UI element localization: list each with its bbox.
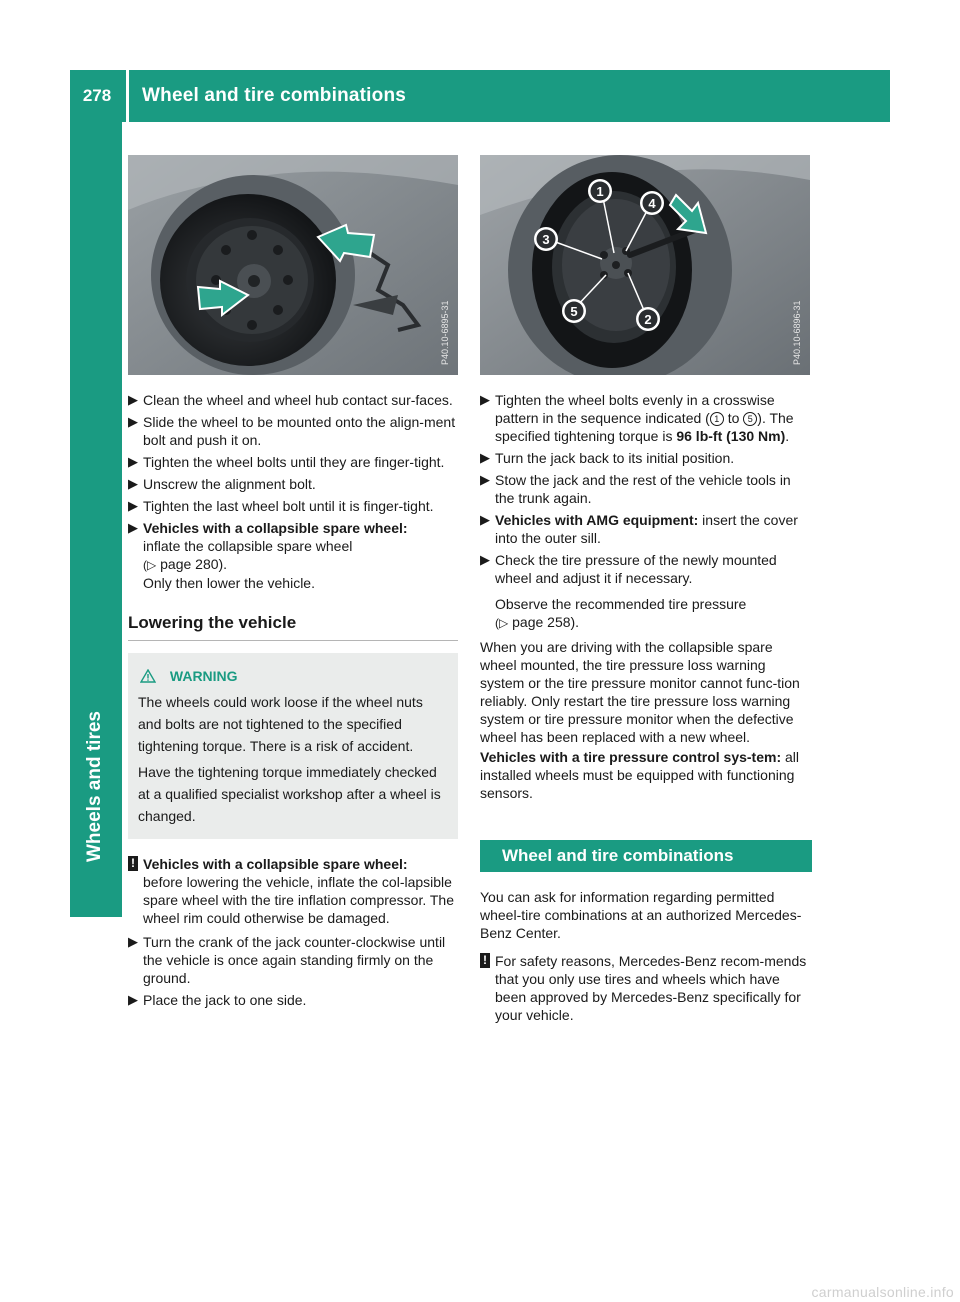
section-heading-combinations: Wheel and tire combinations [480, 840, 812, 872]
figure-bolt-sequence [480, 155, 810, 375]
bolt-label-4: 4 [648, 196, 656, 211]
circled-number-5: 5 [743, 412, 757, 426]
page-header [70, 70, 890, 122]
pressure-control-paragraph: Vehicles with a tire pressure control sys-tem: all installed wheels must be equipped with functioning sensors. [480, 749, 800, 801]
page-ref-arrow: (▷ [143, 558, 157, 572]
step-arrow-icon: ▶ [128, 498, 138, 513]
step-arrow-icon: ▶ [128, 414, 138, 429]
step-place-jack: ▶ Place the jack to one side. [128, 992, 307, 1008]
figure-code: P40.10-6896-31 [792, 300, 802, 365]
safety-note: ! For safety reasons, Mercedes-Benz recom-mends that you only use tires and wheels which have been approved by Mercedes-Benz specifically for your vehicle. [480, 952, 812, 1024]
bolt-label-5: 5 [570, 304, 578, 319]
header-divider [126, 70, 129, 122]
step-arrow-icon: ▶ [128, 934, 138, 949]
torque-value: 96 lb-ft (130 Nm) [676, 428, 786, 444]
warning-text: The wheels could work loose if the wheel nuts and bolts are not tightened to the specified tightening torque. There is a risk of accident. [138, 694, 423, 754]
step-arrow-icon: ▶ [128, 392, 138, 407]
chapter-label-text: Wheels and tires [84, 711, 105, 862]
figure-wheel-mounting [128, 155, 458, 375]
exclamation-icon: ! [128, 856, 138, 871]
step-arrow-icon: ▶ [480, 450, 490, 465]
bolt-label-3: 3 [542, 232, 550, 247]
collapsible-spare-paragraph: When you are driving with the collapsible spare wheel mounted, the tire pressure loss warning system or the tire pressure monitor cannot func-tion reliably. Only restart the tire pressure loss warning system or tire pressure monitor when the defective wheel has been replaced with a new wheel. [480, 639, 800, 745]
page-ref-link[interactable]: page 280). [160, 556, 228, 572]
mounting-steps [128, 391, 458, 592]
step-unscrew: ▶ Unscrew the alignment bolt. [128, 476, 316, 492]
page-title: Wheel and tire combinations [142, 85, 407, 106]
combinations-paragraph: You can ask for information regarding permitted wheel-tire combinations at an authorized Mercedes-Benz Center. [480, 889, 802, 941]
page-ref-link[interactable]: page 258). [512, 614, 580, 630]
step-clean: ▶ Clean the wheel and wheel hub contact sur-faces. [128, 392, 453, 408]
step-arrow-icon: ▶ [128, 520, 138, 535]
step-arrow-icon: ▶ [480, 472, 490, 487]
circled-number-1: 1 [710, 412, 724, 426]
damage-note: ! Vehicles with a collapsible spare wheel: before lowering the vehicle, inflate the col-lapsible spare wheel with the tire inflation compressor. The wheel rim could otherwise be damaged. [128, 855, 458, 927]
warning-title: WARNING [169, 668, 238, 684]
left-column [128, 155, 458, 1013]
warning-triangle-icon [140, 669, 156, 683]
bolt-label-2: 2 [644, 312, 652, 327]
step-collapsible: ▶ Vehicles with a collapsible spare wheel: inflate the collapsible spare wheel (▷ page 280). Only then lower the vehicle. [128, 520, 408, 591]
section-heading-lowering: Lowering the vehicle [128, 614, 458, 641]
bolt-label-1: 1 [596, 184, 604, 199]
watermark: carmanualsonline.info [811, 1284, 954, 1300]
page-ref-arrow: (▷ [495, 616, 509, 630]
step-arrow-icon: ▶ [480, 552, 490, 567]
wheel-mounting-illustration [128, 155, 458, 375]
step-turn-crank: ▶ Turn the crank of the jack counter-clockwise until the vehicle is once again standing firmly on the ground. [128, 934, 446, 986]
step-turn-jack-back: ▶ Turn the jack back to its initial position. [480, 450, 735, 466]
right-column [480, 155, 812, 1030]
step-amg: ▶ Vehicles with AMG equipment: insert the cover into the outer sill. [480, 512, 798, 546]
figure-code: P40.10-6895-31 [440, 300, 450, 365]
step-arrow-icon: ▶ [480, 512, 490, 527]
page-number: 278 [82, 86, 112, 105]
step-check-pressure: ▶ Check the tire pressure of the newly mounted wheel and adjust it if necessary. Observe the recommended tire pressure (▷ page 258). [480, 552, 777, 630]
warning-box [128, 653, 458, 839]
step-tighten-last: ▶ Tighten the last wheel bolt until it is finger-tight. [128, 498, 434, 514]
step-crosswise: ▶ Tighten the wheel bolts evenly in a crosswise pattern in the sequence indicated ( 1 to 5 ). The specified tightening torque is 96 lb-ft (130 Nm). [480, 392, 794, 444]
step-slide: ▶ Slide the wheel to be mounted onto the align-ment bolt and push it on. [128, 414, 456, 448]
step-arrow-icon: ▶ [128, 476, 138, 491]
exclamation-icon: ! [480, 953, 490, 968]
warning-advice: Have the tightening torque immediately checked at a qualified specialist workshop after a wheel is changed. [138, 764, 441, 824]
step-arrow-icon: ▶ [480, 392, 490, 407]
step-arrow-icon: ▶ [128, 992, 138, 1007]
step-stow-jack: ▶ Stow the jack and the rest of the vehicle tools in the trunk again. [480, 472, 791, 506]
step-tighten: ▶ Tighten the wheel bolts until they are finger-tight. [128, 454, 445, 470]
bolt-sequence-illustration [480, 155, 810, 375]
step-arrow-icon: ▶ [128, 454, 138, 469]
